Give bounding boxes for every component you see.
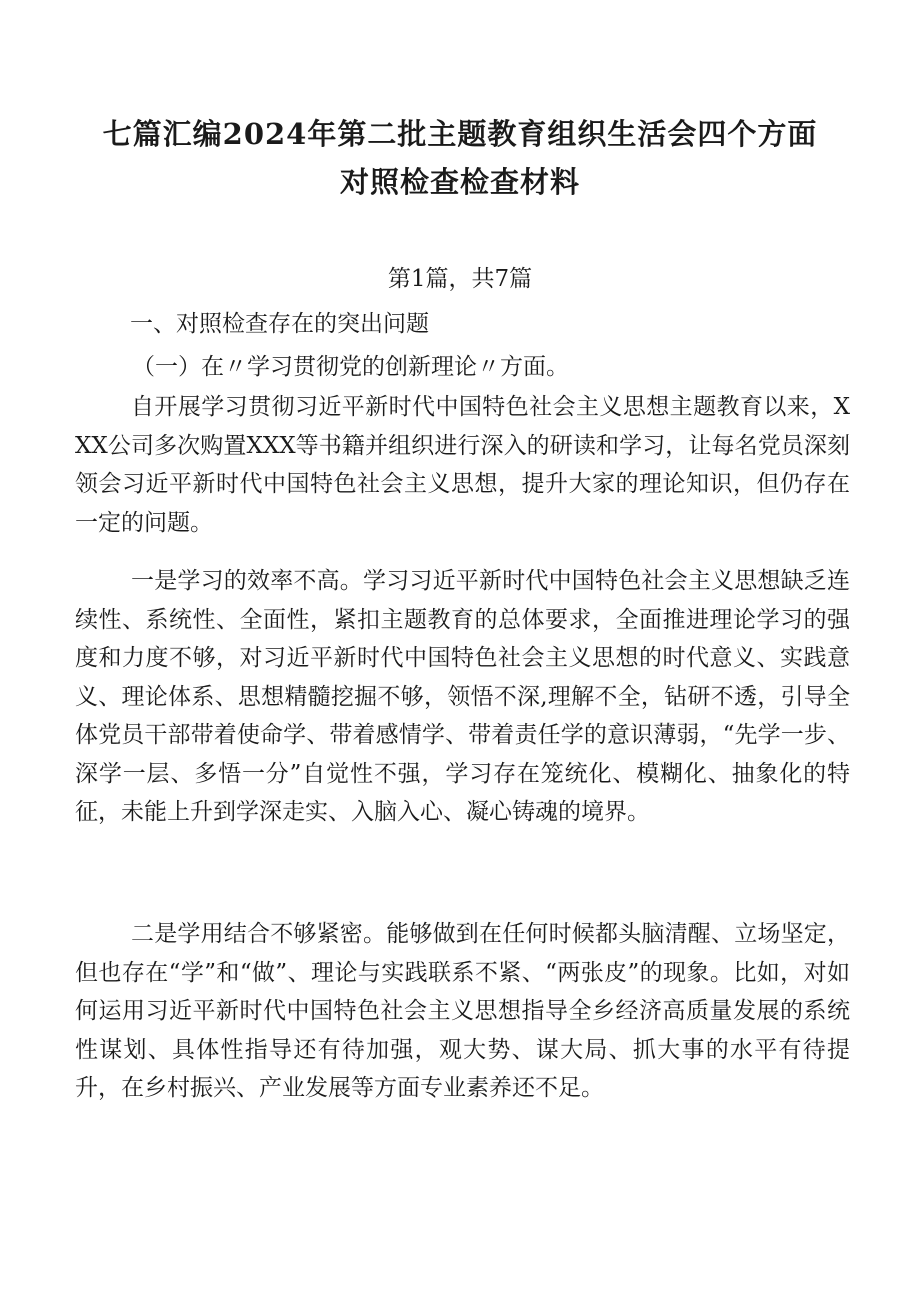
chapter-indicator: 第1篇，共7篇 bbox=[387, 266, 533, 292]
subsection-heading-1: （一）在〃学习贯彻党的创新理论〃方面。 bbox=[132, 354, 569, 380]
body-paragraph-1: 自开展学习贯彻习近平新时代中国特色社会主义思想主题教育以来，XXX公司多次购置XXX等书籍并组织进行深入的研读和学习，让每名党员深刻领会习近平新时代中国特色社会主义思想，提升大家的理论知识，但仍存在一定的问题。 bbox=[75, 394, 850, 536]
body-paragraph-3: 二是学用结合不够紧密。能够做到在任何时候都头脑清醒、立场坚定，但也存在“学”和“做”、理论与实践联系不紧、“两张皮”的现象。比如，对如何运用习近平新时代中国特色社会主义思想指导全乡经济高质量发展的系统性谋划、具体性指导还有待加强，观大势、谋大局、抓大事的水平有待提升，在乡村振兴、产业发展等方面专业素养还不足。 bbox=[75, 921, 850, 1101]
document-title-line-1: 七篇汇编2024年第二批主题教育组织生活会四个方面 bbox=[102, 117, 818, 151]
body-paragraph-2: 一是学习的效率不高。学习习近平新时代中国特色社会主义思想缺乏连续性、系统性、全面性，紧扣主题教育的总体要求，全面推进理论学习的强度和力度不够，对习近平新时代中国特色社会主义思想的时代意义、实践意义、理论体系、思想精髓挖掘不够，领悟不深,理解不全，钻研不透，引导全体党员干部带着使命学、带着感情学、带着责任学的意识薄弱，“先学一步、深学一层、多悟一分”自觉性不强，学习存在笼统化、模糊化、抽象化的特征，未能上升到学深走实、入脑入心、凝心铸魂的境界。 bbox=[75, 568, 850, 825]
section-heading-1: 一、对照检查存在的突出问题 bbox=[130, 311, 429, 337]
document-title-line-2: 对照检查检查材料 bbox=[339, 165, 580, 199]
